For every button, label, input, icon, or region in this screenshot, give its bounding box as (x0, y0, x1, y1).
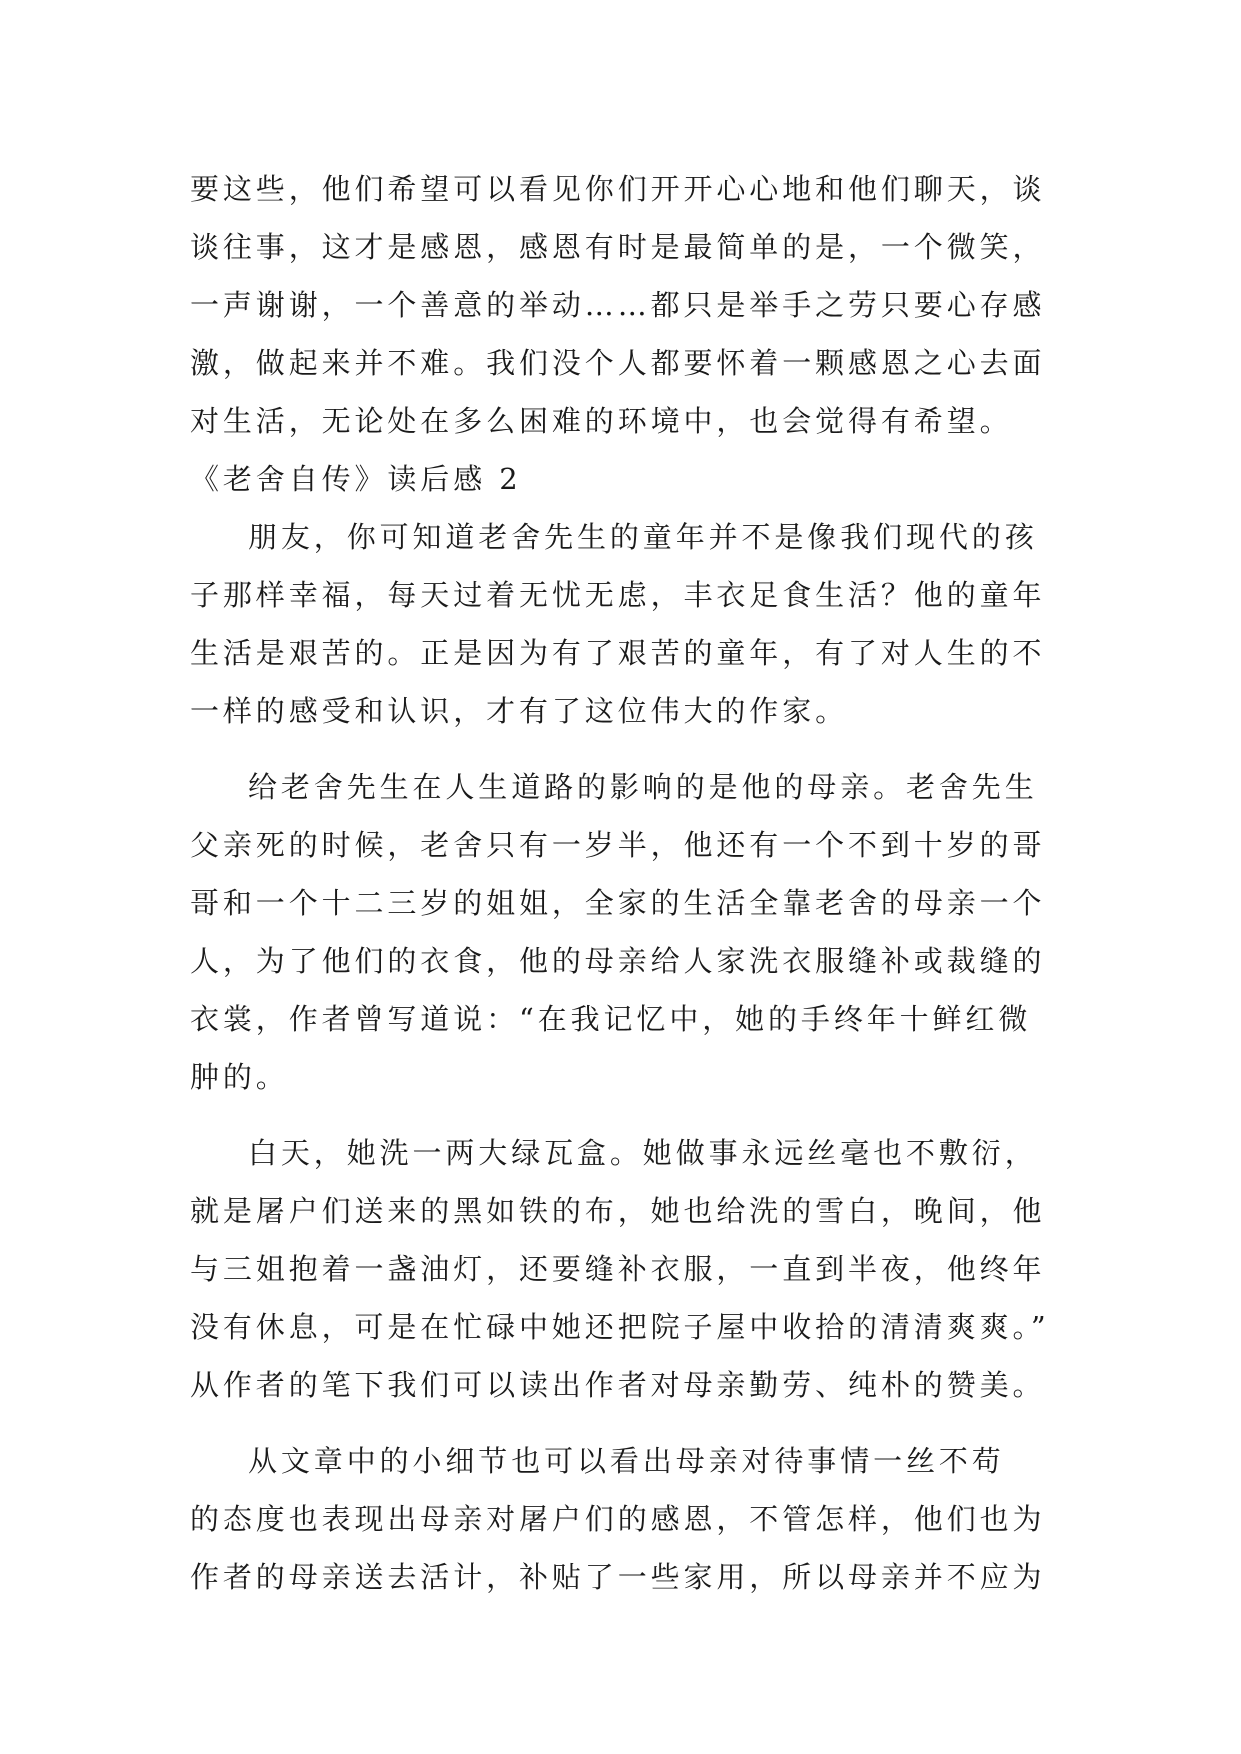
text-line: 谈往事，这才是感恩，感恩有时是最简单的是，一个微笑， (190, 230, 1046, 264)
paragraph-gap (190, 1106, 1070, 1124)
text-line: 肿的。 (190, 1060, 289, 1094)
text-line: 就是屠户们送来的黑如铁的布，她也给洗的雪白，晚间，他 (190, 1194, 1046, 1228)
text-line: 从作者的笔下我们可以读出作者对母亲勤劳、纯朴的赞美。 (190, 1368, 1046, 1402)
text-line: 父亲死的时候，老舍只有一岁半，他还有一个不到十岁的哥 (190, 828, 1046, 862)
section-heading: 《老舍自传》读后感 2 (190, 462, 522, 496)
text-line: 一声谢谢，一个善意的举动……都只是举手之劳只要心存感 (190, 288, 1046, 322)
text-line: 衣裳，作者曾写道说：“在我记忆中，她的手终年十鲜红微 (190, 1002, 1032, 1036)
text-line: 的态度也表现出母亲对屠户们的感恩，不管怎样，他们也为 (190, 1502, 1046, 1536)
text-line: 子那样幸福，每天过着无忧无虑，丰衣足食生活？他的童年 (190, 578, 1046, 612)
text-line: 哥和一个十二三岁的姐姐，全家的生活全靠老舍的母亲一个 (190, 886, 1046, 920)
text-line: 从文章中的小细节也可以看出母亲对待事情一丝不苟 (248, 1444, 1005, 1478)
text-line: 与三姐抱着一盏油灯，还要缝补衣服，一直到半夜，他终年 (190, 1252, 1046, 1286)
text-line: 朋友，你可知道老舍先生的童年并不是像我们现代的孩 (248, 520, 1038, 554)
text-line: 要这些，他们希望可以看见你们开开心心地和他们聊天，谈 (190, 172, 1046, 206)
text-line: 人，为了他们的衣食，他的母亲给人家洗衣服缝补或裁缝的 (190, 944, 1046, 978)
text-line: 激，做起来并不难。我们没个人都要怀着一颗感恩之心去面 (190, 346, 1046, 380)
text-line: 给老舍先生在人生道路的影响的是他的母亲。老舍先生 (248, 770, 1038, 804)
text-line: 白天，她洗一两大绿瓦盒。她做事永远丝毫也不敷衍， (248, 1136, 1038, 1170)
text-line: 一样的感受和认识，才有了这位伟大的作家。 (190, 694, 849, 728)
paragraph-gap (190, 740, 1070, 758)
text-line: 作者的母亲送去活计，补贴了一些家用，所以母亲并不应为 (190, 1560, 1046, 1594)
text-line: 生活是艰苦的。正是因为有了艰苦的童年，有了对人生的不 (190, 636, 1046, 670)
text-line: 没有休息，可是在忙碌中她还把院子屋中收拾的清清爽爽。” (190, 1310, 1050, 1344)
document-body (190, 160, 1070, 1606)
text-line: 对生活，无论处在多么困难的环境中，也会觉得有希望。 (190, 404, 1013, 438)
paragraph-gap (190, 1414, 1070, 1432)
